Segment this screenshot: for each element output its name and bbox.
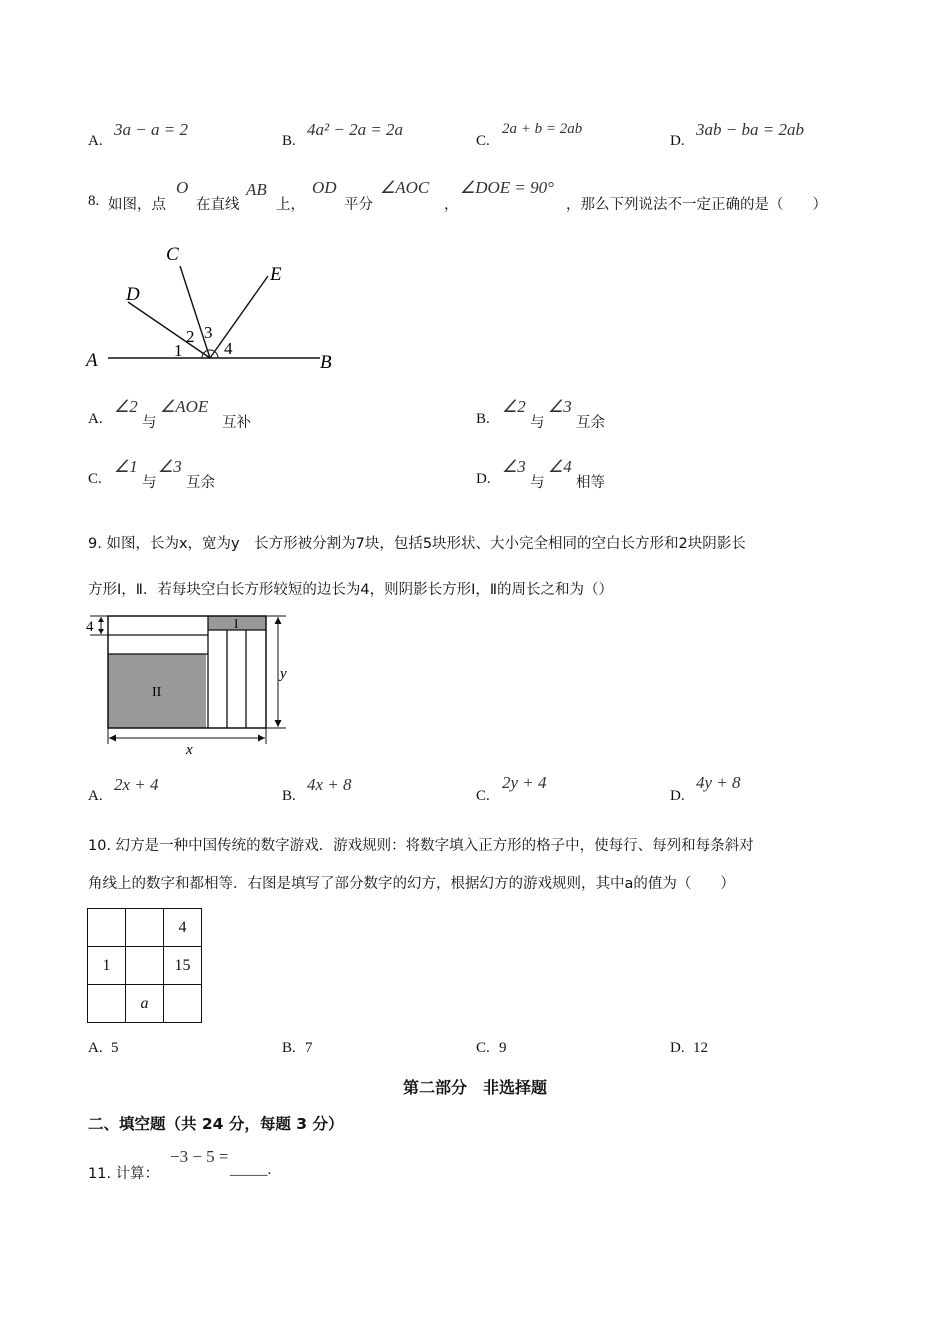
point-e-label: E bbox=[270, 264, 282, 285]
q8-math-o: O bbox=[176, 178, 189, 197]
rect-ii-label: II bbox=[152, 685, 162, 700]
cell-r3c3 bbox=[164, 985, 202, 1023]
q11-expr: −3 − 5 = bbox=[170, 1147, 229, 1166]
angle-2-label: 2 bbox=[186, 327, 195, 346]
q10-option-d-label: D. bbox=[670, 1040, 685, 1056]
q7-option-c-label: C. bbox=[476, 133, 490, 149]
q8-option-d-m1: ∠3 bbox=[502, 457, 526, 476]
section-2-heading: 二、填空题（共 24 分，每题 3 分） bbox=[88, 1115, 344, 1133]
angle-1-label: 1 bbox=[174, 341, 183, 360]
q8-option-c-m1: ∠1 bbox=[114, 457, 138, 476]
q8-text-3: 上， bbox=[276, 197, 305, 213]
q8-math-ab: AB bbox=[246, 180, 267, 199]
q10-stem-line-2: 角线上的数字和都相等．右图是填写了部分数字的幻方，根据幻方的游戏规则，其中a的值为（ ） bbox=[88, 876, 735, 892]
cell-r2c3: 15 bbox=[164, 947, 202, 985]
ray-oe bbox=[210, 276, 268, 358]
q10-option-b-value: 7 bbox=[305, 1040, 313, 1056]
cell-r1c1 bbox=[88, 909, 126, 947]
q11-answer-blank[interactable]: _____. bbox=[230, 1162, 272, 1178]
q10-option-c-value: 9 bbox=[499, 1040, 507, 1056]
q10-option-b-label: B. bbox=[282, 1040, 296, 1056]
q8-option-b-label: B. bbox=[476, 411, 490, 427]
q9-option-d-label: D. bbox=[670, 788, 685, 804]
point-c-label: C bbox=[166, 244, 179, 265]
q10-option-a-value: 5 bbox=[111, 1040, 119, 1056]
q8-option-a-label: A. bbox=[88, 411, 103, 427]
q9-option-d-expr: 4y + 8 bbox=[696, 773, 741, 792]
angle-4-label: 4 bbox=[224, 339, 233, 358]
q8-text-2: 在直线 bbox=[196, 197, 240, 213]
q8-math-doe: ∠DOE = 90° bbox=[460, 178, 554, 197]
q9-option-a-expr: 2x + 4 bbox=[114, 775, 159, 794]
q10-option-a-label: A. bbox=[88, 1040, 103, 1056]
q7-option-a-label: A. bbox=[88, 133, 103, 149]
q9-rectangle-figure bbox=[80, 608, 310, 758]
cell-r1c2 bbox=[126, 909, 164, 947]
q8-option-b-m2: ∠3 bbox=[548, 397, 572, 416]
cell-r2c2 bbox=[126, 947, 164, 985]
q9-option-c-label: C. bbox=[476, 788, 490, 804]
angle-3-label: 3 bbox=[204, 323, 213, 342]
q8-math-aoc: ∠AOC bbox=[380, 178, 430, 197]
q8-text-6: ，那么下列说法不一定正确的是（ ） bbox=[566, 197, 827, 213]
q9-stem-line-2: 方形Ⅰ，Ⅱ．若每块空白长方形较短的边长为4，则阴影长方形Ⅰ，Ⅱ的周长之和为（） bbox=[88, 582, 614, 598]
q9-option-b-expr: 4x + 8 bbox=[307, 775, 352, 794]
q8-option-a-m1: ∠2 bbox=[114, 397, 138, 416]
q11-prefix: 11. 计算： bbox=[88, 1166, 160, 1182]
point-b-label: B bbox=[320, 352, 332, 373]
cell-r3c2: a bbox=[126, 985, 164, 1023]
q8-text-4: 平分 bbox=[344, 197, 373, 213]
q8-option-c-mid: 与 bbox=[142, 475, 157, 491]
part-2-heading: 第二部分 非选择题 bbox=[402, 1078, 547, 1097]
q8-math-od: OD bbox=[312, 178, 337, 197]
magic-square-grid bbox=[87, 908, 202, 1023]
q8-option-b-mid: 与 bbox=[530, 415, 545, 431]
q8-option-a-end: 互补 bbox=[222, 415, 251, 431]
q8-option-b-end: 互余 bbox=[576, 415, 605, 431]
q8-option-a-mid: 与 bbox=[142, 415, 157, 431]
q10-option-d-value: 12 bbox=[693, 1040, 708, 1056]
q7-option-c-expr: 2a + b = 2ab bbox=[502, 121, 583, 137]
dim-y-label: y bbox=[280, 666, 287, 682]
q7-option-b-expr: 4a² − 2a = 2a bbox=[307, 120, 404, 139]
q8-option-c-m2: ∠3 bbox=[158, 457, 182, 476]
q7-option-b-label: B. bbox=[282, 133, 296, 149]
q8-number: 8. bbox=[88, 193, 100, 209]
q10-stem-line-1: 10. 幻方是一种中国传统的数字游戏．游戏规则：将数字填入正方形的格子中，使每行、每列和每条斜对 bbox=[88, 838, 754, 854]
dim-4-label: 4 bbox=[86, 619, 94, 635]
q7-option-d-expr: 3ab − ba = 2ab bbox=[696, 120, 804, 139]
q9-option-c-expr: 2y + 4 bbox=[502, 773, 547, 792]
q8-option-d-m2: ∠4 bbox=[548, 457, 572, 476]
q8-option-d-mid: 与 bbox=[530, 475, 545, 491]
dim-x-label: x bbox=[186, 742, 193, 758]
point-d-label: D bbox=[126, 284, 140, 305]
q8-option-c-label: C. bbox=[88, 471, 102, 487]
q8-option-d-end: 相等 bbox=[576, 475, 605, 491]
cell-r3c1 bbox=[88, 985, 126, 1023]
q10-option-c-label: C. bbox=[476, 1040, 490, 1056]
q9-option-a-label: A. bbox=[88, 788, 103, 804]
ray-oc bbox=[180, 266, 210, 358]
q9-stem-line-1: 9. 如图，长为x，宽为y 长方形被分割为7块，包括5块形状、大小完全相同的空白长方形和2块阴影长 bbox=[88, 536, 746, 552]
ray-od bbox=[128, 302, 210, 358]
cell-r1c3: 4 bbox=[164, 909, 202, 947]
q8-text-1: 如图，点 bbox=[108, 197, 166, 213]
q8-option-c-end: 互余 bbox=[186, 475, 215, 491]
rect-i-label: I bbox=[234, 616, 239, 631]
point-a-label: A bbox=[86, 350, 98, 371]
q8-text-5: ， bbox=[444, 197, 459, 213]
q8-option-d-label: D. bbox=[476, 471, 491, 487]
q9-option-b-label: B. bbox=[282, 788, 296, 804]
q7-option-a-expr: 3a − a = 2 bbox=[114, 120, 188, 139]
q8-option-a-m2: ∠AOE bbox=[160, 397, 209, 416]
q8-angle-figure bbox=[80, 236, 350, 376]
q7-option-d-label: D. bbox=[670, 133, 685, 149]
q8-option-b-m1: ∠2 bbox=[502, 397, 526, 416]
cell-r2c1: 1 bbox=[88, 947, 126, 985]
